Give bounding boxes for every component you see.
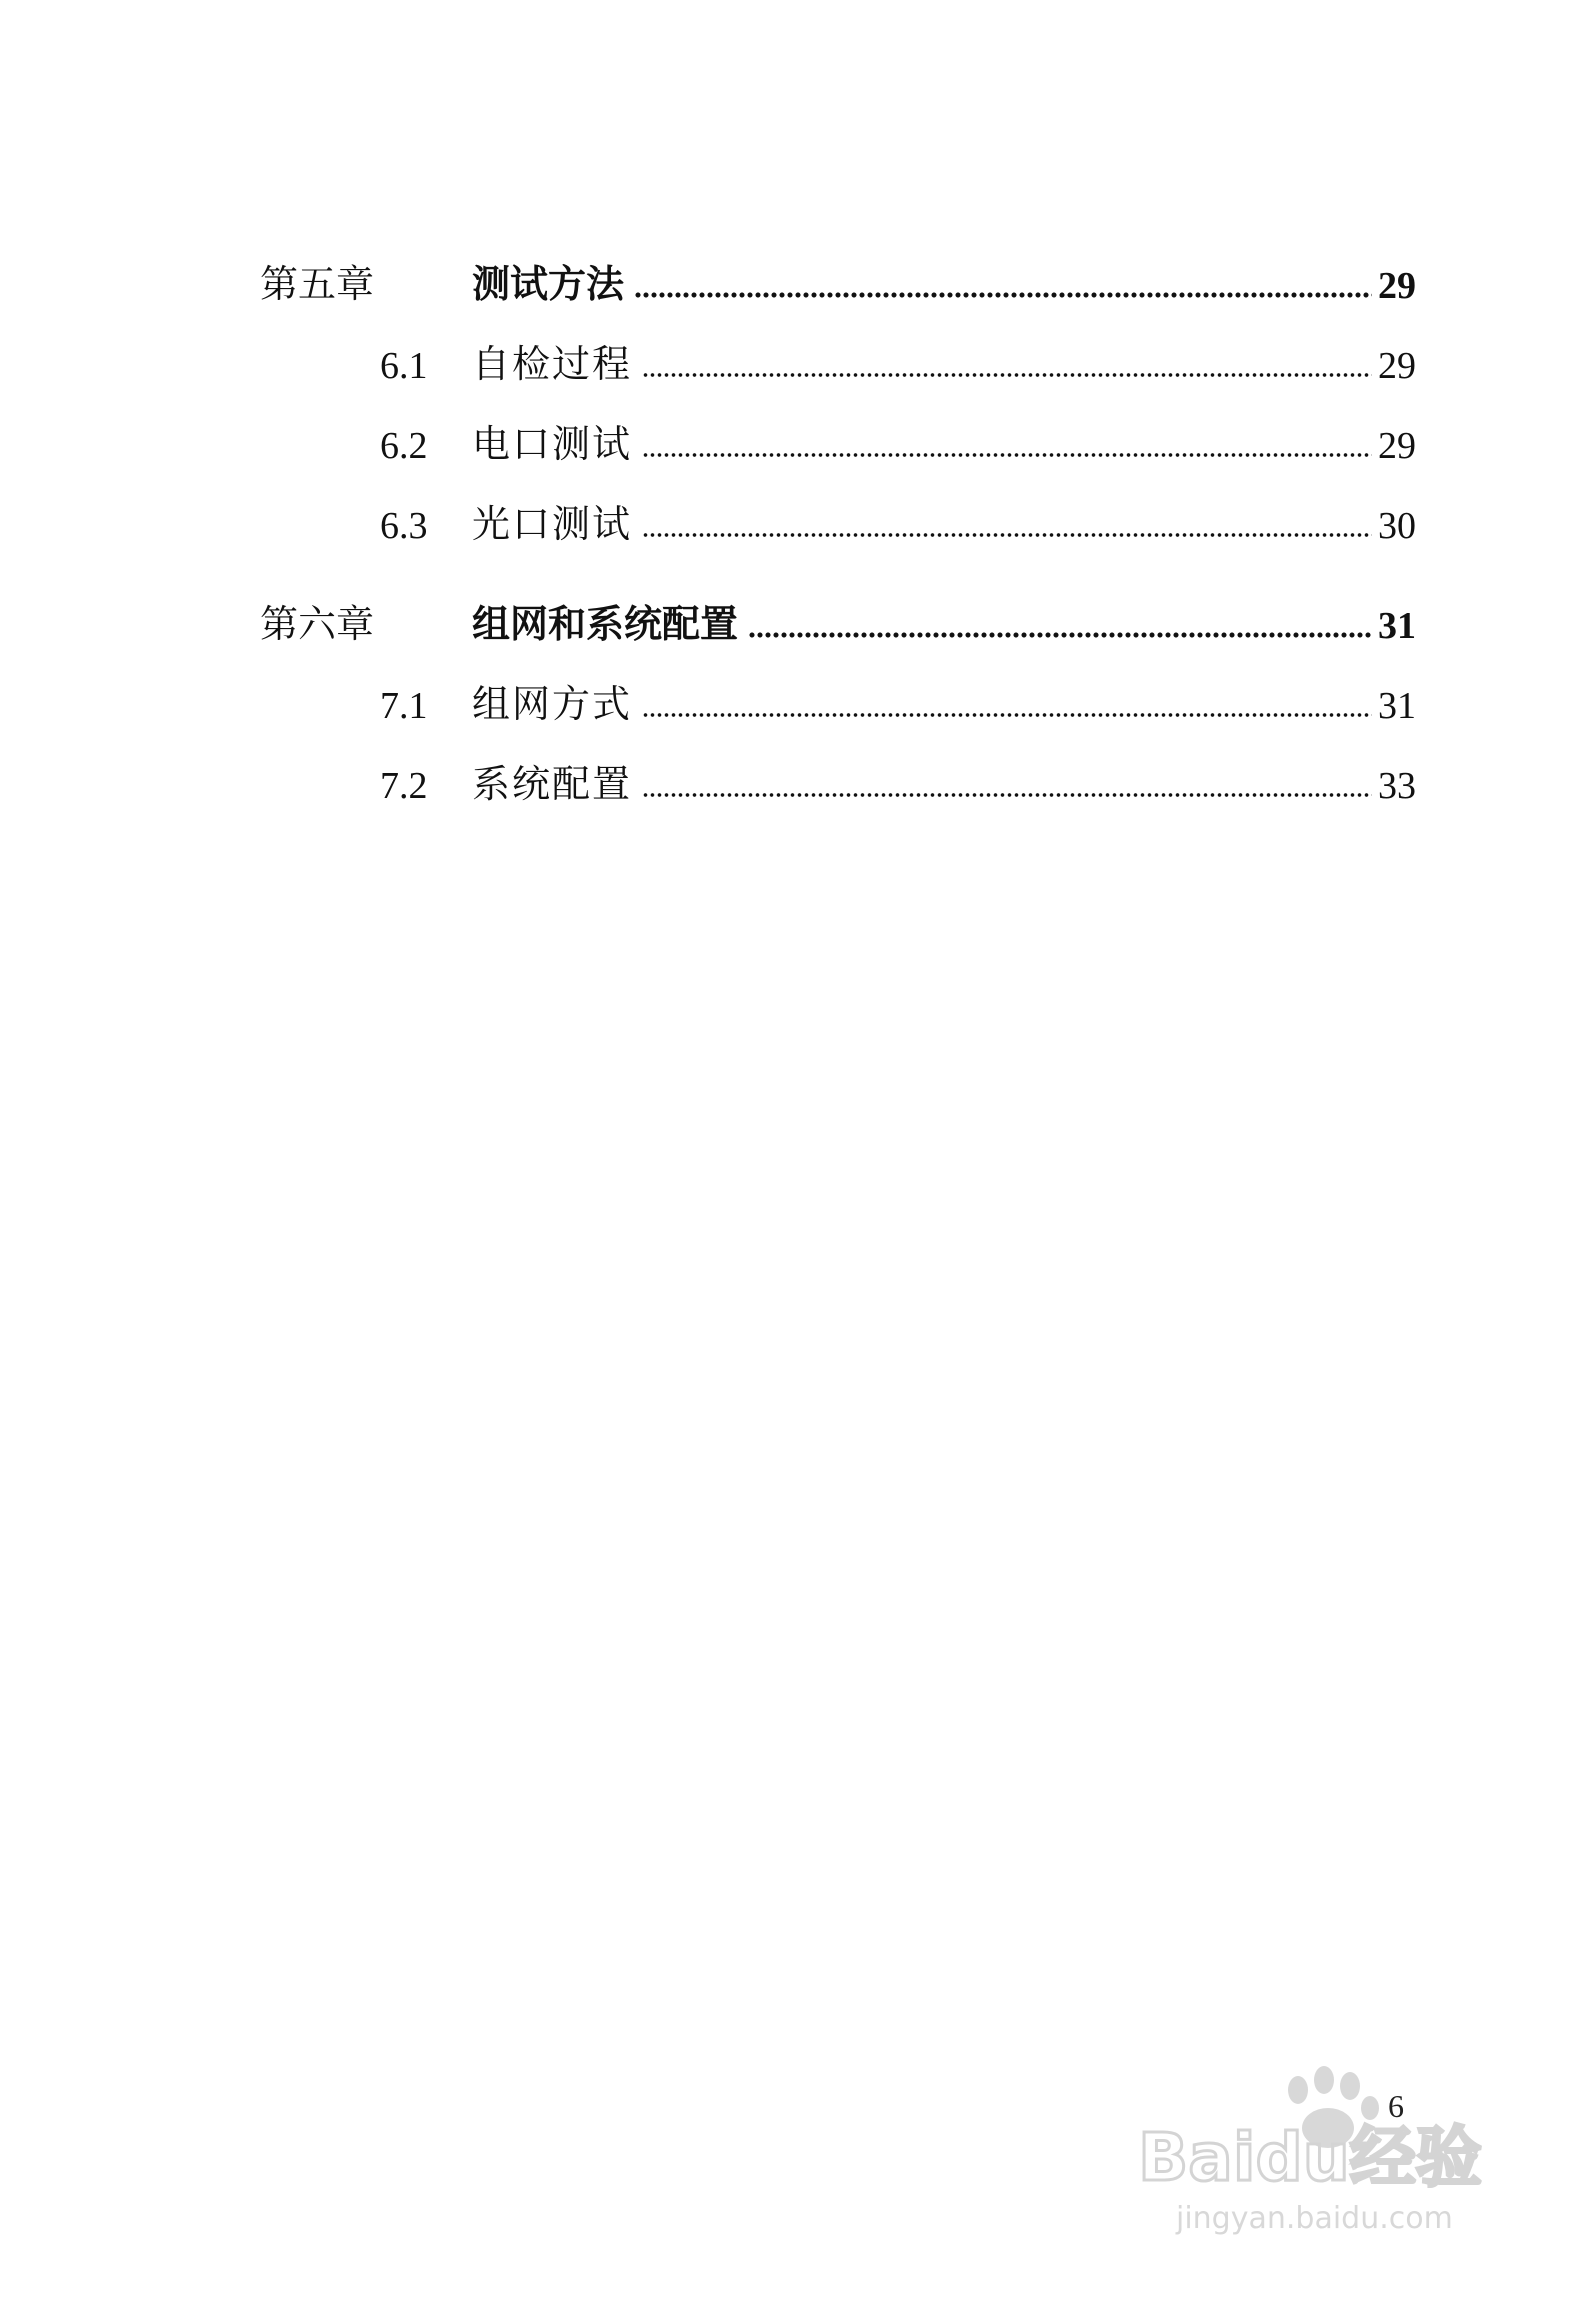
toc-section-number: 6.2: [380, 425, 428, 467]
toc-section-6-1: [380, 328, 1416, 388]
toc-section-title: 自检过程: [472, 342, 633, 386]
toc-chapter-6: [260, 588, 1416, 648]
toc-page-number: 29: [1378, 425, 1416, 467]
dot-leader: [642, 711, 1372, 719]
toc-section-title: 光口测试: [472, 502, 633, 546]
dot-leader: [634, 291, 1372, 299]
toc-section-title: 系统配置: [472, 762, 633, 806]
watermark-url: jingyan.baidu.com: [1176, 2201, 1453, 2236]
toc-chapter-number: 第五章: [260, 262, 375, 306]
baidu-jingyan-watermark: [1120, 2050, 1500, 2240]
toc-page-number: 31: [1378, 685, 1416, 727]
toc-section-title: 组网方式: [472, 682, 633, 726]
page-number: 6: [1388, 2088, 1404, 2124]
toc-section-number: 7.1: [380, 685, 428, 727]
toc-page-number: 31: [1378, 605, 1416, 647]
toc-chapter-title: 测试方法: [472, 261, 625, 306]
toc-section-7-1: [380, 668, 1416, 728]
toc-page-number: 29: [1378, 345, 1416, 387]
dot-leader: [642, 531, 1372, 539]
toc-page-number: 33: [1378, 765, 1416, 807]
dot-leader: [642, 371, 1372, 379]
toc-section-number: 7.2: [380, 765, 428, 807]
toc-page-number: 29: [1378, 265, 1416, 307]
toc-section-6-3: [380, 488, 1416, 548]
toc-chapter-title: 组网和系统配置: [472, 601, 739, 646]
toc-page-number: 30: [1378, 505, 1416, 547]
watermark-brand: Baidu经验: [1138, 2119, 1482, 2196]
toc-section-number: 6.3: [380, 505, 428, 547]
toc-chapter-5: [260, 248, 1416, 308]
dot-leader: [748, 631, 1372, 639]
toc-section-title: 电口测试: [472, 422, 633, 466]
dot-leader: [642, 791, 1372, 799]
toc-section-7-2: [380, 748, 1416, 808]
toc-chapter-number: 第六章: [260, 602, 375, 646]
toc-section-6-2: [380, 408, 1416, 468]
toc-section-number: 6.1: [380, 345, 428, 387]
dot-leader: [642, 451, 1372, 459]
